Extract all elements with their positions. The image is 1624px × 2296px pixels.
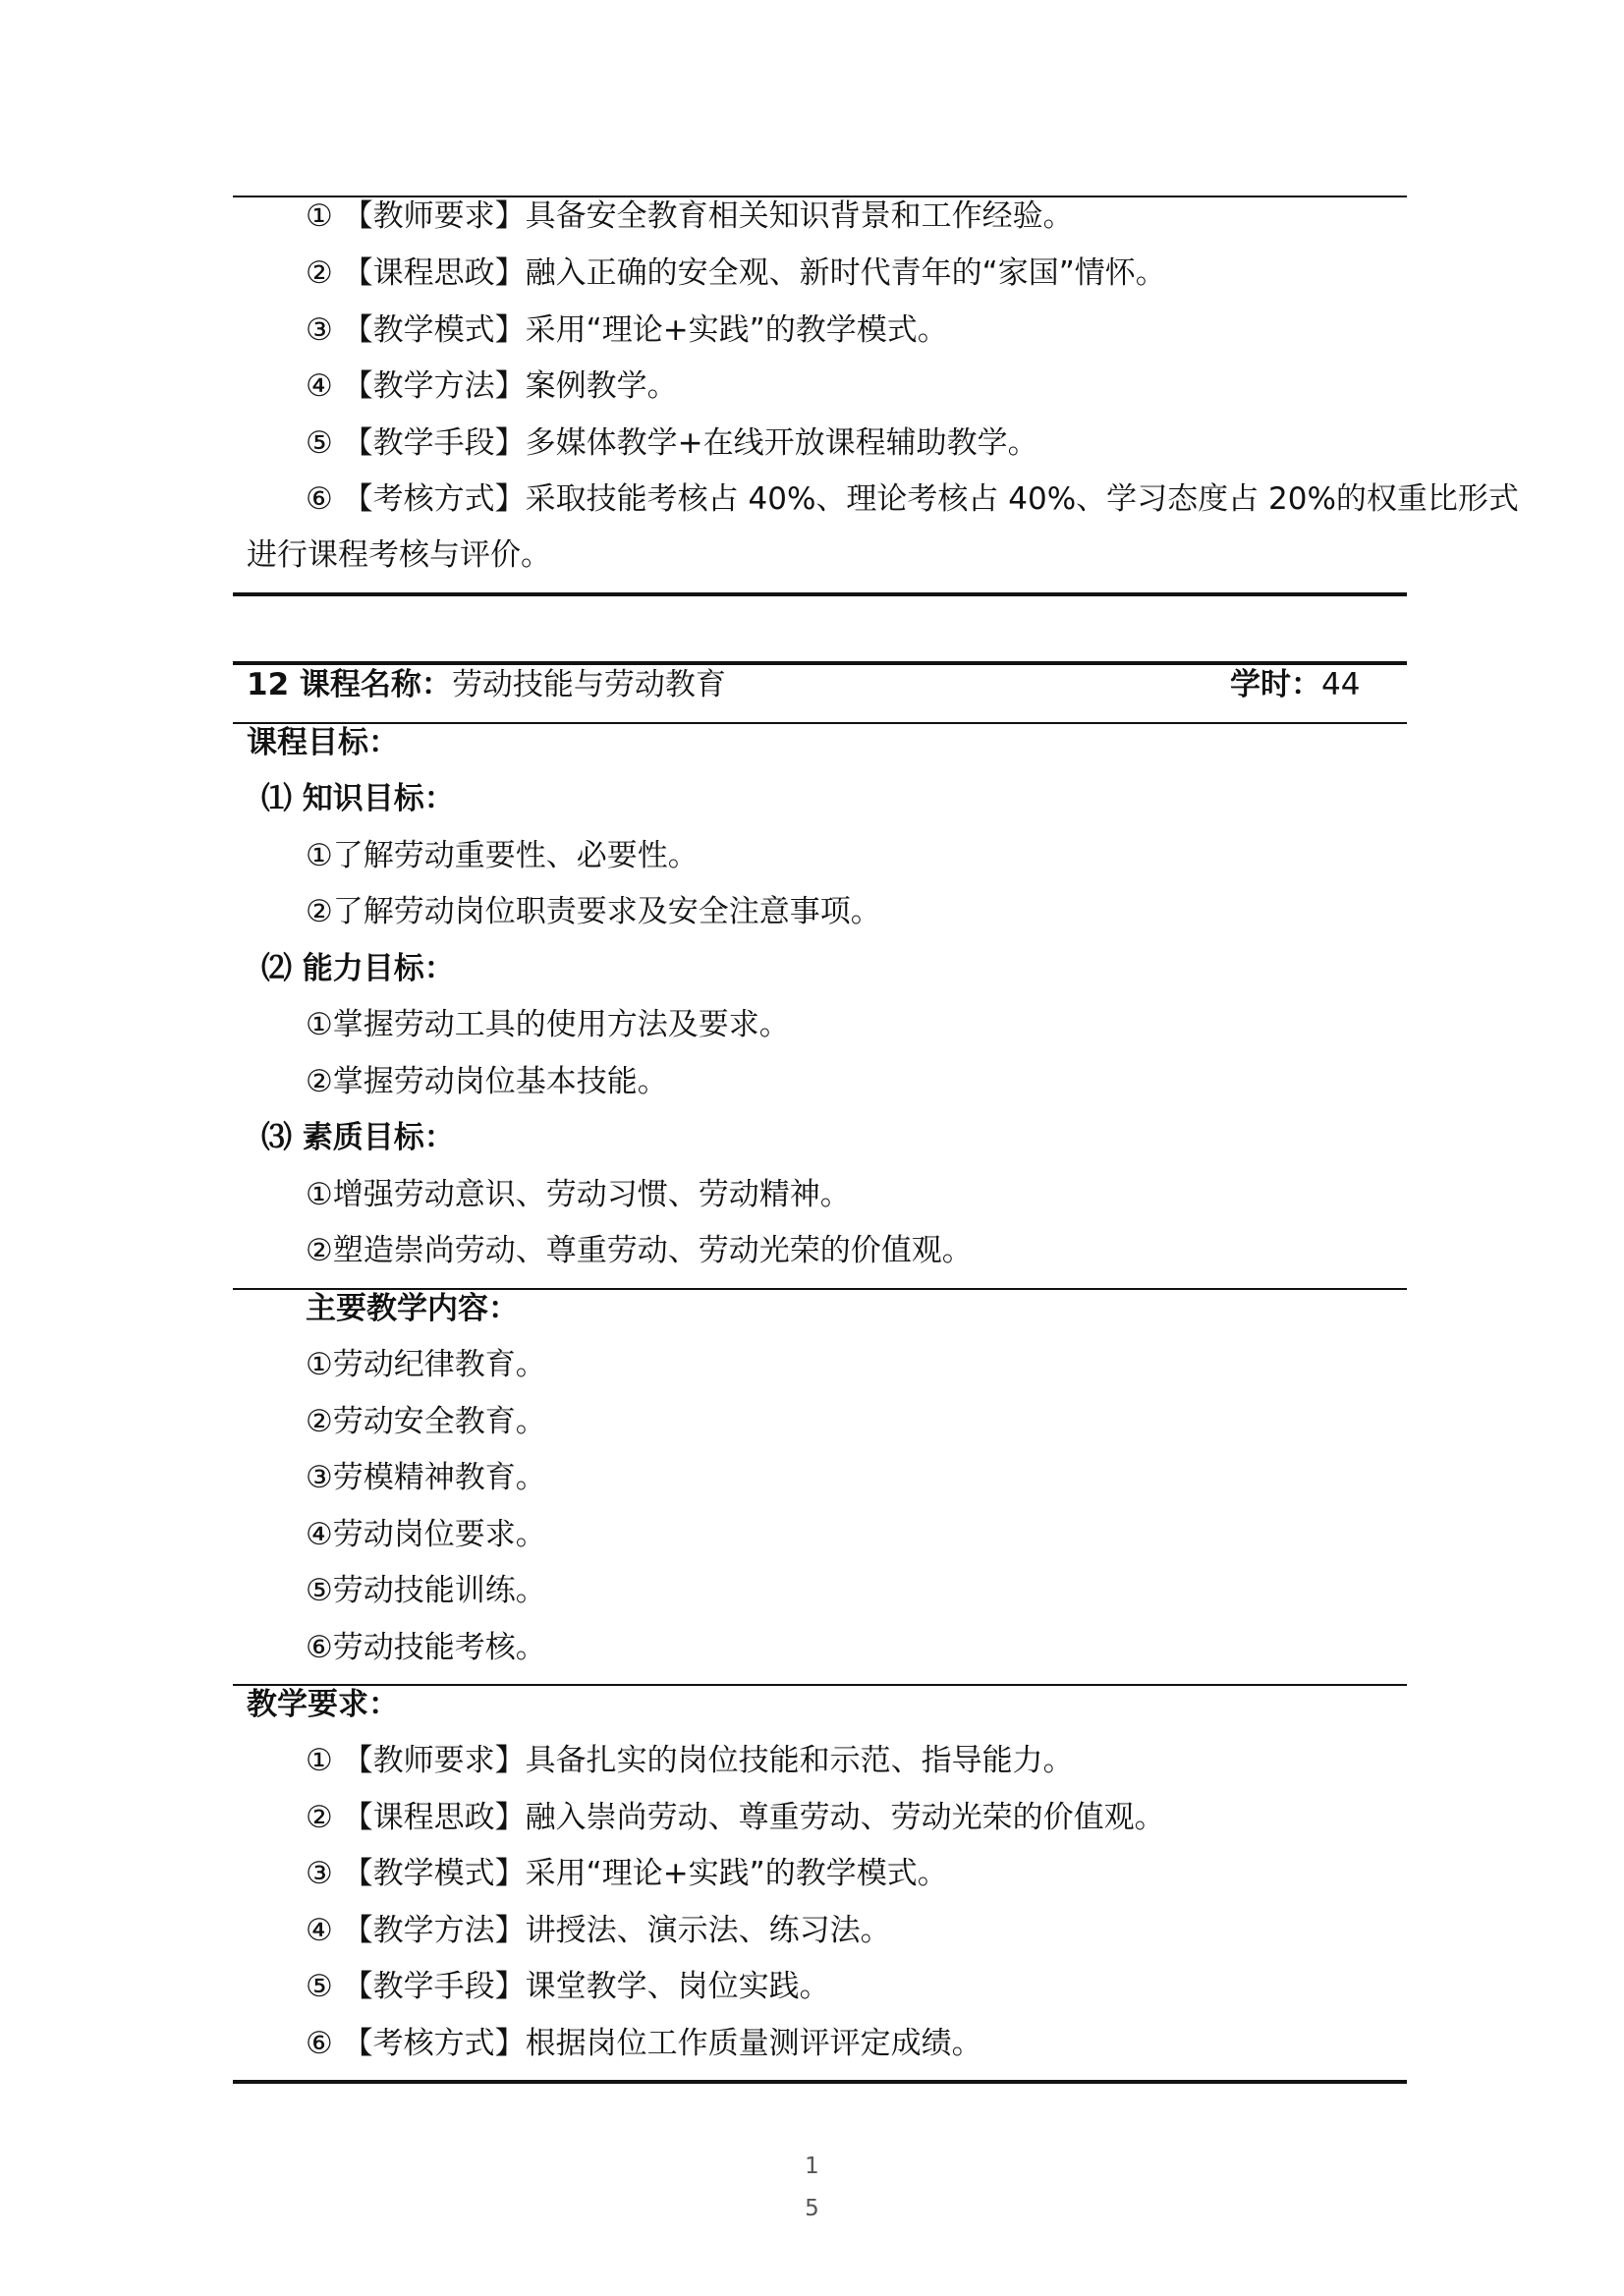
requirement-ideology: ② 【课程思政】融入正确的安全观、新时代青年的“家国”情怀。 <box>306 255 1166 291</box>
quality-item: ②塑造崇尚劳动、尊重劳动、劳动光荣的价值观。 <box>306 1233 973 1268</box>
course-name: 劳动技能与劳动教育 <box>451 667 726 702</box>
requirement-item: ⑤ 【教学手段】课堂教学、岗位实践。 <box>306 1969 830 2004</box>
requirement-item: ① 【教师要求】具备扎实的岗位技能和示范、指导能力。 <box>306 1743 1074 1778</box>
quality-heading: ⑶ 素质目标： <box>261 1120 455 1155</box>
section-end-rule <box>233 592 1407 596</box>
hours-value: 44 <box>1321 667 1361 702</box>
hours-label: 学时： <box>1230 667 1321 702</box>
requirement-assessment-cont: 进行课程考核与评价。 <box>247 537 551 573</box>
page-number-line-1: 1 <box>805 2154 819 2179</box>
requirement-mode: ③ 【教学模式】采用“理论+实践”的教学模式。 <box>306 312 948 348</box>
knowledge-heading: ⑴ 知识目标： <box>261 781 455 816</box>
knowledge-item: ①了解劳动重要性、必要性。 <box>306 838 699 873</box>
requirement-item: ② 【课程思政】融入崇尚劳动、尊重劳动、劳动光荣的价值观。 <box>306 1800 1165 1835</box>
ability-heading: ⑵ 能力目标： <box>261 951 455 986</box>
requirement-teacher: ① 【教师要求】具备安全教育相关知识背景和工作经验。 <box>306 198 1074 234</box>
content-item: ⑤劳动技能训练。 <box>306 1573 546 1608</box>
course-title <box>247 665 726 704</box>
requirement-item: ③ 【教学模式】采用“理论+实践”的教学模式。 <box>306 1856 948 1891</box>
quality-item: ①增强劳动意识、劳动习惯、劳动精神。 <box>306 1177 851 1212</box>
requirement-item: ④ 【教学方法】讲授法、演示法、练习法。 <box>306 1913 891 1948</box>
course-header-bottom-rule <box>233 722 1407 724</box>
course-number-label: 12 课程名称： <box>247 667 452 702</box>
content-item: ③劳模精神教育。 <box>306 1460 546 1495</box>
content-item: ②劳动安全教育。 <box>306 1404 546 1439</box>
requirement-item: ⑥ 【考核方式】根据岗位工作质量测评评定成绩。 <box>306 2026 982 2061</box>
ability-item: ①掌握劳动工具的使用方法及要求。 <box>306 1007 790 1042</box>
content-heading: 主要教学内容： <box>306 1291 519 1326</box>
knowledge-item: ②了解劳动岗位职责要求及安全注意事项。 <box>306 894 881 929</box>
content-item: ④劳动岗位要求。 <box>306 1517 546 1552</box>
course-hours <box>1230 665 1360 704</box>
content-bottom-rule <box>233 1684 1407 1686</box>
requirements-heading: 教学要求： <box>247 1687 399 1722</box>
page-number-line-2: 5 <box>805 2196 819 2221</box>
goals-heading: 课程目标： <box>247 725 399 760</box>
content-item: ⑥劳动技能考核。 <box>306 1630 546 1665</box>
requirement-means: ⑤ 【教学手段】多媒体教学+在线开放课程辅助教学。 <box>306 425 1038 461</box>
requirement-assessment: ⑥ 【考核方式】采取技能考核占 40%、理论考核占 40%、学习态度占 20%的权重比形式 <box>306 481 1519 517</box>
course-end-rule <box>233 2080 1407 2084</box>
requirement-method: ④ 【教学方法】案例教学。 <box>306 368 678 404</box>
content-item: ①劳动纪律教育。 <box>306 1347 546 1382</box>
ability-item: ②掌握劳动岗位基本技能。 <box>306 1064 668 1099</box>
